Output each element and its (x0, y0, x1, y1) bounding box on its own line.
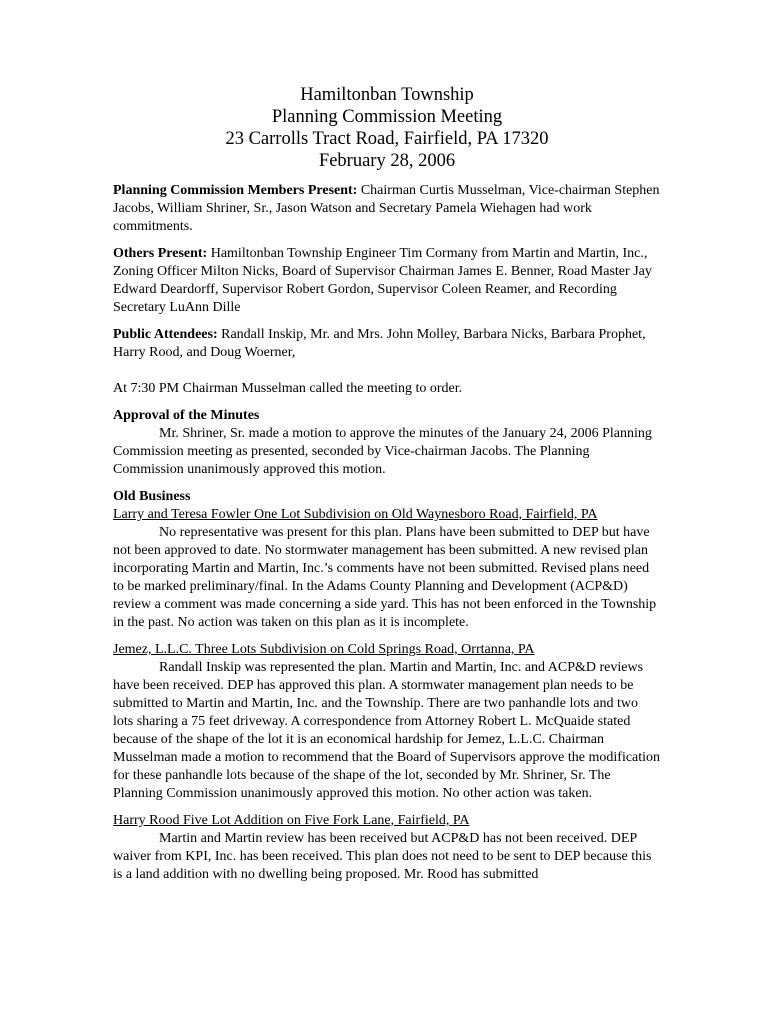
public-attendees-text: Randall Inskip, Mr. and Mrs. John Molley, Barbara Nicks, Barbara Prophet, Harry Rood, and Doug Woerner, (113, 327, 646, 360)
members-present-text: Chairman Curtis Musselman, Vice-chairman Stephen Jacobs, William Shriner, Sr., Jason Watson and Secretary Pamela Wiehagen had work commitments. (113, 183, 660, 234)
members-present-label: Planning Commission Members Present: (113, 183, 358, 198)
others-present-label: Others Present: (113, 246, 208, 261)
old-business-section (113, 488, 661, 884)
public-attendees-label: Public Attendees: (113, 327, 218, 342)
minutes-heading: Approval of the Minutes (113, 408, 260, 423)
public-attendees-paragraph (113, 326, 661, 362)
rood-addition-title: Harry Rood Five Lot Addition on Five Fork Lane, Fairfield, PA (113, 813, 470, 828)
document-header (113, 84, 661, 172)
minutes-text: Mr. Shriner, Sr. made a motion to approve the minutes of the January 24, 2006 Planning Commission meeting as presented, seconded by Vice-chairman Jacobs. The Planning Commission unanimously approved this motion. (113, 426, 652, 477)
meeting-date: February 28, 2006 (318, 151, 456, 171)
township-name: Hamiltonban Township (300, 85, 474, 105)
others-present-text: Hamiltonban Township Engineer Tim Cormany from Martin and Martin, Inc., Zoning Officer Milton Nicks, Board of Supervisor Chairman James E. Benner, Road Master Jay Edward Deardorff, Supervisor Robert Gordon, Supervisor Coleen Reamer, and Recording Secretary LuAnn Dille (113, 246, 652, 315)
old-business-heading: Old Business (113, 489, 191, 504)
fowler-subdivision-text: No representative was present for this plan. Plans have been submitted to DEP but have not been approved to date. No stormwater management has been submitted. A new revised plan incorporating Martin and Martin, Inc.’s comments have not been submitted. Revised plans need to be marked preliminary/final. In the Adams County Planning and Development (ACP&D) review a comment was made concerning a side yard. This has not been enforced in the Township in the past. No action was taken on this plan as it is incomplete. (113, 525, 657, 630)
members-present-paragraph (113, 182, 661, 236)
meeting-title: Planning Commission Meeting (271, 107, 503, 127)
jemez-subdivision-text: Randall Inskip was represented the plan. Martin and Martin, Inc. and ACP&D reviews have been received. DEP has approved this plan. A stormwater management plan needs to be submitted to Martin and Martin, Inc. and the Township. There are two panhandle lots and two lots sharing a 75 feet driveway. A correspondence from Attorney Robert L. McQuaide stated because of the shape of the lot it is an economical hardship for Jemez, L.L.C. Chairman Musselman made a motion to recommend that the Board of Supervisors approve the modification for these panhandle lots because of the shape of the lot, seconded by Mr. Shriner, Sr. The Planning Commission unanimously approved this motion. No other action was taken. (113, 660, 661, 801)
meeting-address: 23 Carrolls Tract Road, Fairfield, PA 17320 (225, 129, 549, 149)
minutes-section (113, 407, 661, 479)
others-present-paragraph (113, 245, 661, 317)
jemez-subdivision-title: Jemez, L.L.C. Three Lots Subdivision on Cold Springs Road, Orrtanna, PA (113, 642, 535, 657)
document-page (113, 84, 661, 893)
call-to-order: At 7:30 PM Chairman Musselman called the meeting to order. (113, 381, 463, 396)
fowler-subdivision-title: Larry and Teresa Fowler One Lot Subdivision on Old Waynesboro Road, Fairfield, PA (113, 507, 598, 522)
rood-addition-text: Martin and Martin review has been received but ACP&D has not been received. DEP waiver from KPI, Inc. has been received. This plan does not need to be sent to DEP because this is a land addition with no dwelling being proposed. Mr. Rood has submitted (113, 831, 652, 882)
